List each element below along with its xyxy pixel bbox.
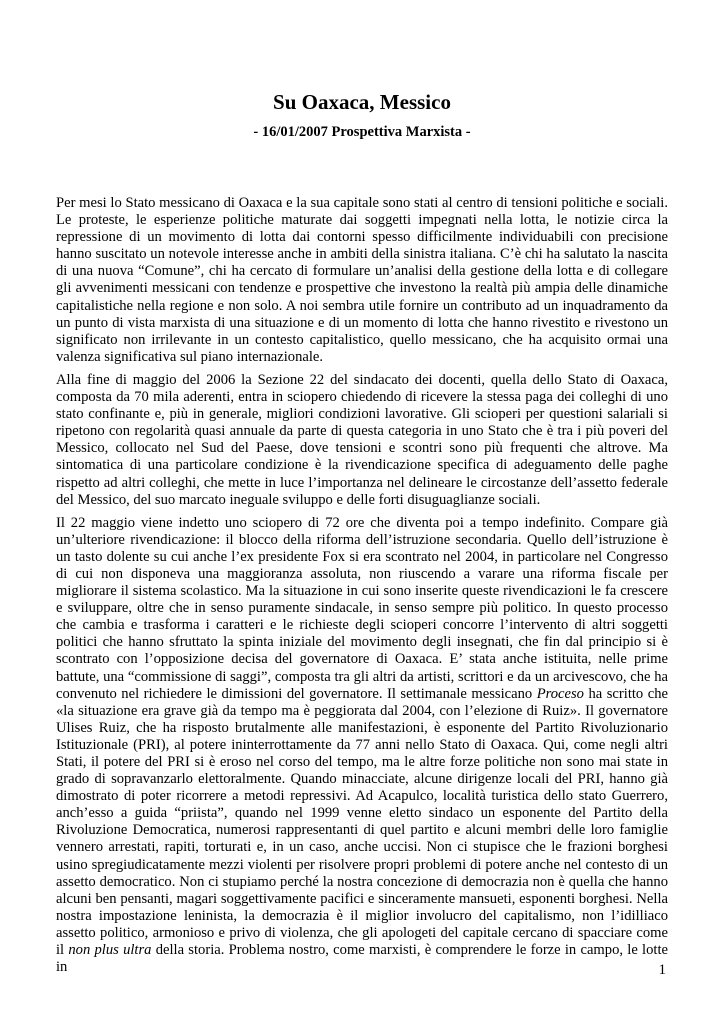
paragraph-3-text-b: ha scritto che «la situazione era grave già da tempo ma è peggiorata dal 2004, con l’elezione di Ruiz». Il governatore Ulises Ruiz, che ha risposto brutalmente alle manifestazioni, è esponente del Partito Rivoluzionario Istituzionale (PRI), al potere ininterrottamente da 77 anni nello Stato di Oaxaca. Qui, come negli altri Stati, il potere del PRI si è eroso nel corso del tempo, ma le altre forze politiche non sono mai state in grado di sopravanzarlo elettoralmente. Quando minacciate, alcune dirigenze locali del PRI, hanno già dimostrato di poter ricorrere a metodi repressivi. Ad Acapulco, località turistica dello stato Guerrero, anch’esso a guida “priista”, quando nel 1999 venne eletto sindaco un esponente del Partito della Rivoluzione Democratica, numerosi rappresentanti di quel partito e alcuni membri delle loro famiglie vennero arrestati, rapiti, torturati e, in un caso, anche uccisi. Non ci stupisce che le frazioni borghesi usino spregiudicatamente mezzi violenti per risolvere propri problemi di potere anche nel contesto di un assetto democratico. Non ci stupiamo perché la nostra concezione di democrazia non è quella che hanno alcuni ben pensanti, magari soggettivamente pacifici e sinceramente mansueti, esponenti borghesi. Nella nostra impostazione leninista, la democrazia è il miglior involucro del capitalismo, non l’idilliaco assetto politico, armonioso e privo di violenza, che gli apologeti del capitale cercano di spacciare come il (56, 685, 668, 959)
paragraph-3 (56, 515, 668, 977)
non-plus-ultra-italic: non plus ultra (68, 942, 152, 959)
page-number: 1 (658, 962, 666, 978)
paragraph-3-text-a: Il 22 maggio viene indetto uno sciopero di 72 ore che diventa poi a tempo indefinito. Compare già un’ulteriore rivendicazione: il blocco della riforma dell’istruzione secondaria. Quello dell’istruzione è un tasto dolente su cui anche l’ex presidente Fox si era scontrato nel 2004, in particolare nel Congresso di cui non disponeva una maggioranza assoluta, non riuscendo a varare una riforma fiscale per migliorare il sistema scolastico. Ma la situazione in cui sono inserite queste rivendicazioni le fa crescere e sviluppare, oltre che in senso puramente sindacale, in senso sempre più politico. In questo processo che cambia e trasforma i caratteri e le richieste degli scioperi concorre l’intervento di altri soggetti politici che hanno sfruttato la spinta iniziale del movimento degli insegnati, che fin dal principio si è scontrato con l’opposizione decisa del governatore di Oaxaca. E’ stata anche istituita, nelle prime battute, una “commissione di saggi”, composta tra gli altri da artisti, scrittori e da un arcivescovo, che ha convenuto nel richiedere le dimissioni del governatore. Il settimanale messicano (56, 514, 668, 702)
document-title: Su Oaxaca, Messico (273, 90, 451, 114)
paragraph-2: Alla fine di maggio del 2006 la Sezione 22 del sindacato dei docenti, quella dello Stato di Oaxaca, composta da 70 mila aderenti, entra in sciopero chiedendo di ricevere la stessa paga dei colleghi di uno stato confinante e, più in generale, migliori condizioni lavorative. Gli scioperi per questioni salariali si ripetono con regolarità quasi annuale da parte di questa categoria in uno Stato che è tra i più poveri del Messico, collocato nel Sud del Paese, dove tensioni e scontri sono più frequenti che altrove. Ma sintomatica di una particolare condizione è la rivendicazione specifica di adeguamento delle paghe rispetto ad altri colleghi, che mette in luce l’importanza nel delineare le circostanze dell’assetto federale del Messico, del suo marcato ineguale sviluppo e delle forti disuguaglianze sociali. (56, 371, 668, 508)
proceso-italic: Proceso (536, 685, 584, 702)
paragraph-3-text-c: della storia. Problema nostro, come marxisti, è comprendere le forze in campo, le lotte in (56, 942, 668, 976)
document-subtitle: - 16/01/2007 Prospettiva Marxista - (253, 124, 471, 140)
paragraph-1: Per mesi lo Stato messicano di Oaxaca e la sua capitale sono stati al centro di tensioni politiche e sociali. Le proteste, le esperienze politiche maturate dai soggetti impegnati nella lotta, le notizie circa la repressione di un movimento di lotta dai contorni spesso difficilmente individuabili con precisione hanno suscitato un notevole interesse anche in ambiti della sinistra italiana. C’è chi ha salutato la nascita di una nuova “Comune”, chi ha cercato di formulare un’analisi della gestione della lotta e di collegare gli avvenimenti messicani con tendenze e prospettive che investono la realtà più ampia delle dinamiche capitalistiche nella regione e non solo. A noi sembra utile fornire un contributo ad un inquadramento da un punto di vista marxista di una situazione e di un momento di lotta che hanno rivestito e rivestono un significato non irrilevante in un contesto capitalistico, quello messicano, che ha acquisito ormai una valenza significativa sul piano internazionale. (56, 195, 668, 365)
document-body (56, 195, 668, 982)
